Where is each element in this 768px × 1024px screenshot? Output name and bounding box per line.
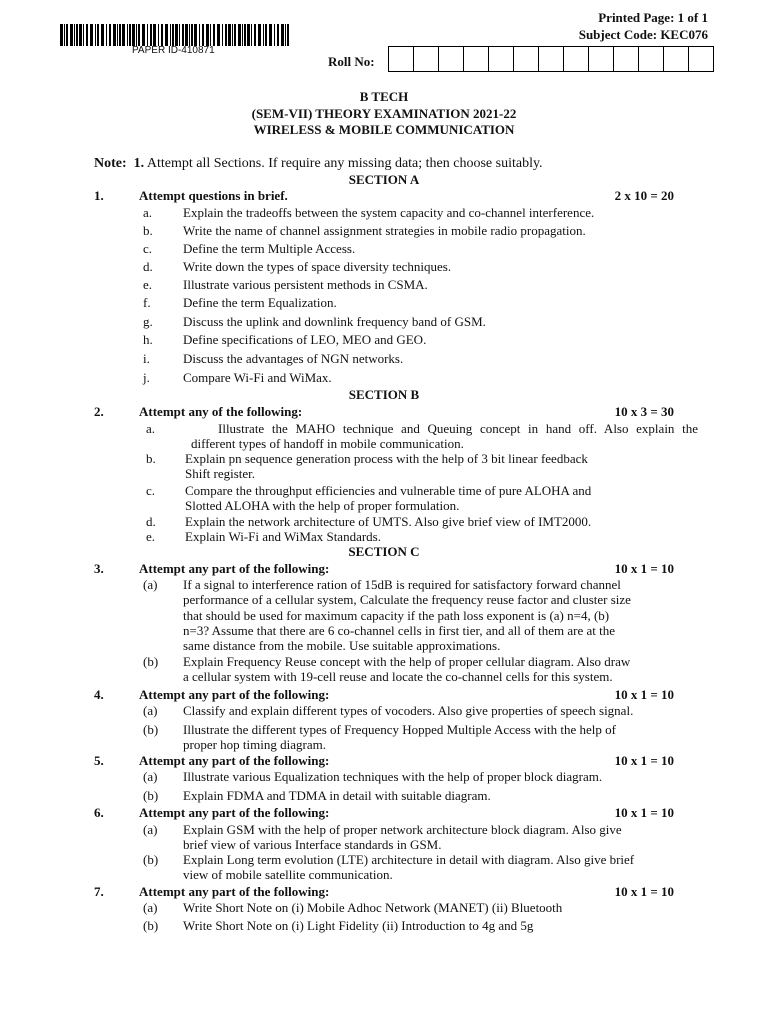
item-text: Write down the types of space diversity techniques. xyxy=(183,259,452,274)
item-label: a. xyxy=(146,421,156,436)
item-text-continued: proper hop timing diagram. xyxy=(183,737,326,753)
section-c-title: SECTION C xyxy=(348,544,420,559)
item-text: Explain FDMA and TDMA in detail with suitable diagram. xyxy=(183,788,491,803)
item-label: b. xyxy=(143,223,153,238)
question-instruction: Attempt questions in brief. xyxy=(139,188,288,203)
item-text: Explain Long term evolution (LTE) architecture in detail with diagram. Also give brief xyxy=(183,852,635,867)
roll-no-boxes xyxy=(388,46,714,72)
course-title: B TECH xyxy=(359,89,409,104)
question-marks: 10 x 1 = 10 xyxy=(614,753,674,768)
question-marks: 10 x 1 = 10 xyxy=(614,805,674,820)
item-label: (a) xyxy=(143,577,158,592)
item-text-continued: Shift register. xyxy=(185,466,256,481)
item-text: Explain GSM with the help of proper network architecture block diagram. Also give xyxy=(183,822,622,837)
item-label: d. xyxy=(143,259,153,274)
item-label: (b) xyxy=(143,722,159,737)
item-text-continued: same distance from the mobile. Use suitable approximations. xyxy=(183,638,501,654)
item-text-continued: that should be used for maximum capacity if the path loss exponent is (a) n=4, (b) xyxy=(183,607,610,623)
item-label: d. xyxy=(146,514,156,529)
roll-no-label: Roll No: xyxy=(328,54,375,69)
item-text: Define the term Multiple Access. xyxy=(183,241,356,256)
item-text: Write Short Note on (i) Light Fidelity (ii) Introduction to 4g and 5g xyxy=(183,918,534,933)
item-label: c. xyxy=(143,241,153,256)
question-marks: 10 x 3 = 30 xyxy=(614,404,674,419)
question-marks: 10 x 1 = 10 xyxy=(614,561,674,576)
item-text-continued: Slotted ALOHA with the help of proper formulation. xyxy=(185,498,460,513)
item-text: If a signal to interference ration of 15dB is required for satisfactory forward channel xyxy=(183,577,621,592)
question-number: 1. xyxy=(94,188,104,203)
item-label: g. xyxy=(143,314,153,329)
item-label: (a) xyxy=(143,900,158,915)
item-text: Explain the tradeoffs between the system capacity and co-channel interference. xyxy=(183,205,595,220)
item-label: (a) xyxy=(143,822,158,837)
item-label: a. xyxy=(143,205,153,220)
item-text: Compare Wi-Fi and WiMax. xyxy=(183,370,332,385)
question-marks: 10 x 1 = 10 xyxy=(614,884,674,899)
subject-code: Subject Code: KEC076 xyxy=(578,27,708,42)
item-text-continued: brief view of various Interface standards in GSM. xyxy=(183,837,442,853)
item-text: Write the name of channel assignment strategies in mobile radio propagation. xyxy=(183,223,586,238)
question-number: 5. xyxy=(94,753,104,768)
item-label: (a) xyxy=(143,769,158,784)
question-instruction: Attempt any part of the following: xyxy=(139,805,330,820)
question-number: 4. xyxy=(94,687,104,702)
printed-page: Printed Page: 1 of 1 xyxy=(598,10,708,25)
item-text: Illustrate various persistent methods in CSMA. xyxy=(183,277,428,292)
question-instruction: Attempt any part of the following: xyxy=(139,753,330,768)
item-text: Write Short Note on (i) Mobile Adhoc Network (MANET) (ii) Bluetooth xyxy=(183,900,563,915)
question-instruction: Attempt any part of the following: xyxy=(139,884,330,899)
question-marks: 10 x 1 = 10 xyxy=(614,687,674,702)
item-text-continued: a cellular system with 19-cell reuse and locate the co-channel cells for this system. xyxy=(183,669,613,685)
item-text: Illustrate the MAHO technique and Queuing concept in hand off. Also explain the xyxy=(218,421,698,436)
item-label: j. xyxy=(143,370,150,385)
item-text-continued: performance of a cellular system, Calculate the frequency reuse factor and cluster size xyxy=(183,592,631,608)
item-text: Define the term Equalization. xyxy=(183,295,337,310)
section-b-title: SECTION B xyxy=(348,387,420,402)
question-number: 7. xyxy=(94,884,104,899)
question-number: 3. xyxy=(94,561,104,576)
item-label: (b) xyxy=(143,918,159,933)
item-text: Illustrate the different types of Frequency Hopped Multiple Access with the help of xyxy=(183,722,616,737)
question-number: 2. xyxy=(94,404,104,419)
item-label: h. xyxy=(143,332,153,347)
item-label: (b) xyxy=(143,852,159,867)
item-label: (b) xyxy=(143,788,159,803)
item-label: f. xyxy=(143,295,151,310)
item-text: Explain Wi-Fi and WiMax Standards. xyxy=(185,529,381,544)
item-text: Illustrate various Equalization techniques with the help of proper block diagram. xyxy=(183,769,603,784)
item-label: (a) xyxy=(143,703,158,718)
item-text: Explain the network architecture of UMTS. Also give brief view of IMT2000. xyxy=(185,514,592,529)
section-a-title: SECTION A xyxy=(348,172,420,187)
paper-id: PAPER ID-410871 xyxy=(132,45,215,56)
question-number: 6. xyxy=(94,805,104,820)
exam-title: (SEM-VII) THEORY EXAMINATION 2021-22 xyxy=(251,106,517,121)
barcode xyxy=(60,24,290,46)
item-text: Define specifications of LEO, MEO and GEO. xyxy=(183,332,427,347)
item-text: Explain pn sequence generation process with the help of 3 bit linear feedback xyxy=(185,451,588,466)
item-text: Compare the throughput efficiencies and vulnerable time of pure ALOHA and xyxy=(185,483,592,498)
item-text-continued: n=3? Assume that there are 6 co-channel cells in first tier, and all of them are at the xyxy=(183,622,616,638)
item-text: Discuss the advantages of NGN networks. xyxy=(183,351,404,366)
item-label: b. xyxy=(146,451,156,466)
item-text-continued: view of mobile satellite communication. xyxy=(183,867,393,883)
item-label: (b) xyxy=(143,654,159,669)
item-label: e. xyxy=(146,529,156,544)
item-label: i. xyxy=(143,351,150,366)
question-instruction: Attempt any part of the following: xyxy=(139,561,330,576)
subject-title: WIRELESS & MOBILE COMMUNICATION xyxy=(253,122,515,137)
question-marks: 2 x 10 = 20 xyxy=(614,188,674,203)
note: Note: 1. Attempt all Sections. If require any missing data; then choose suitably. xyxy=(94,156,543,171)
question-instruction: Attempt any of the following: xyxy=(139,404,303,419)
item-text: Discuss the uplink and downlink frequency band of GSM. xyxy=(183,314,486,329)
item-text: Classify and explain different types of vocoders. Also give properties of speech signal. xyxy=(183,703,634,718)
item-text: Explain Frequency Reuse concept with the help of proper cellular diagram. Also draw xyxy=(183,654,631,669)
item-label: c. xyxy=(146,483,156,498)
item-text-continued: different types of handoff in mobile communication. xyxy=(191,436,464,451)
question-instruction: Attempt any part of the following: xyxy=(139,687,330,702)
item-label: e. xyxy=(143,277,153,292)
